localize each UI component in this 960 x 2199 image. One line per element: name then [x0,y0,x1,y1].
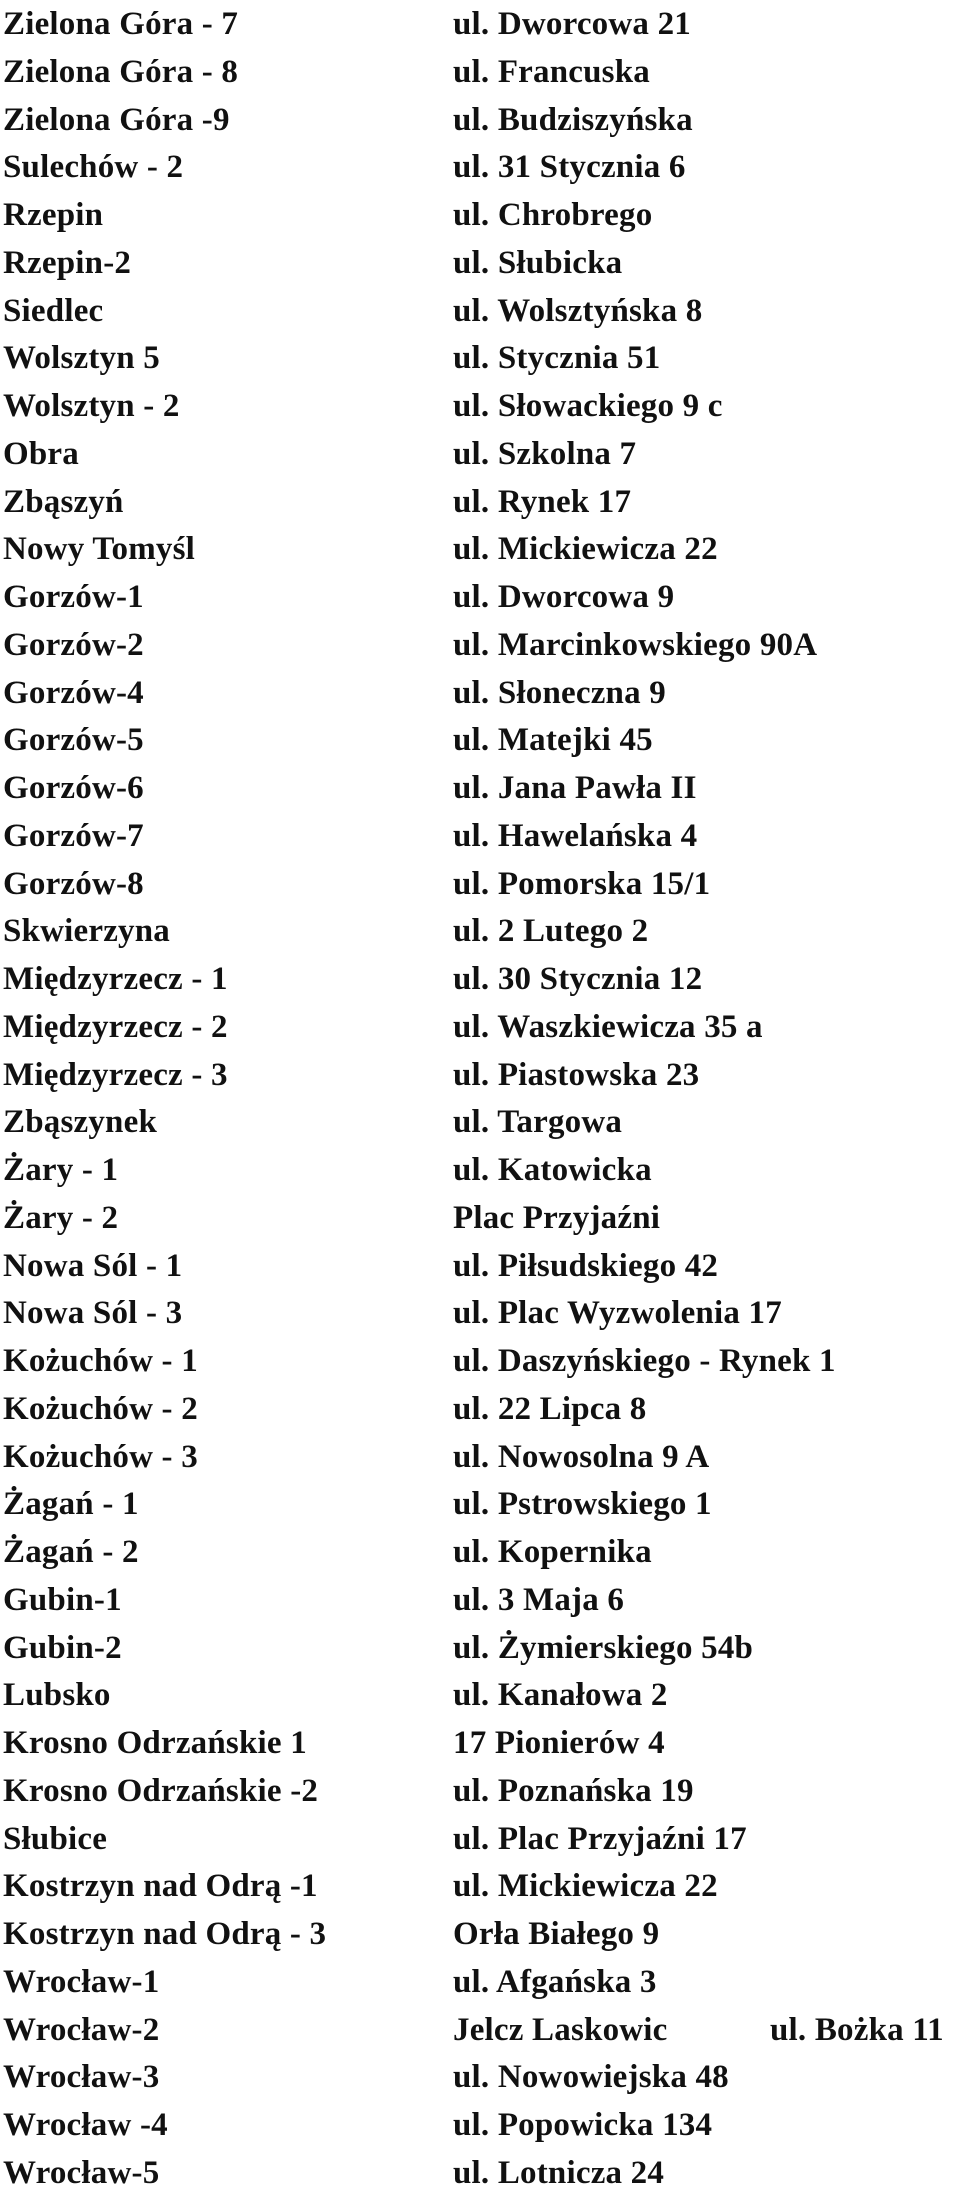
list-item [0,1528,960,1576]
location-name: Gorzów-5 [3,722,144,759]
location-address: ul. Wolsztyńska 8 [453,292,703,329]
location-address: ul. Żymierskiego 54b [453,1629,754,1666]
list-item [0,1671,960,1719]
location-name: Gubin-2 [3,1629,122,1666]
location-name: Słubice [3,1820,108,1857]
location-name: Kożuchów - 3 [3,1438,198,1475]
list-item [0,430,960,478]
location-address: ul. Chrobrego [453,197,653,233]
location-address: ul. Rynek 17 [453,483,632,520]
location-name: Żagań - 1 [3,1486,139,1523]
location-address: ul. Jana Pawła II [453,770,697,806]
location-address: ul. 30 Stycznia 12 [453,961,703,997]
location-address: ul. Daszyńskiego - Rynek 1 [453,1343,836,1379]
location-name: Zielona Góra - 8 [3,53,239,90]
list-item [0,143,960,191]
location-address: 17 Pionierów 4 [453,1725,665,1761]
location-name: Lubsko [3,1677,111,1714]
list-item [0,1003,960,1051]
location-name: Żary - 2 [3,1199,119,1236]
location-address: ul. Kanałowa 2 [453,1677,668,1714]
location-address: ul. Pomorska 15/1 [453,865,711,902]
list-item [0,2149,960,2197]
list-item [0,48,960,96]
list-item [0,907,960,955]
list-item [0,382,960,430]
location-address-extra: ul. Bożka 11 [770,2011,944,2048]
location-address: ul. Dworcowa 9 [453,579,675,615]
list-item [0,716,960,764]
list-item [0,1289,960,1337]
location-address: ul. Plac Przyjaźni 17 [453,1820,747,1857]
location-name: Wolsztyn - 2 [3,388,180,424]
location-address: ul. Matejki 45 [453,722,653,759]
location-name: Wrocław -4 [3,2107,168,2143]
location-address: ul. Piłsudskiego 42 [453,1247,719,1284]
location-address: ul. 2 Lutego 2 [453,913,649,950]
location-name: Gorzów-2 [3,626,144,663]
location-address: ul. Stycznia 51 [453,340,661,377]
list-item [0,1862,960,1910]
location-address: ul. Dworcowa 21 [453,6,691,42]
location-name: Zbąszynek [3,1104,158,1141]
location-name: Gorzów-8 [3,865,144,902]
location-address: ul. Nowosolna 9 A [453,1438,710,1475]
location-name: Sulechów - 2 [3,149,184,186]
list-item [0,1098,960,1146]
list-item [0,1385,960,1433]
location-name: Międzyrzecz - 2 [3,1008,228,1045]
list-item [0,669,960,717]
location-address: ul. Szkolna 7 [453,435,637,472]
location-name: Kożuchów - 1 [3,1343,198,1379]
location-name: Gubin-1 [3,1581,122,1618]
location-address: ul. Mickiewicza 22 [453,531,718,568]
location-address: ul. Słowackiego 9 c [453,388,723,424]
location-name: Kożuchów - 2 [3,1390,198,1427]
location-name: Rzepin-2 [3,244,132,281]
location-address: ul. Popowicka 134 [453,2107,713,2143]
list-item [0,955,960,1003]
list-item [0,334,960,382]
location-name: Kostrzyn nad Odrą - 3 [3,1916,327,1952]
location-name: Żagań - 2 [3,1534,139,1570]
location-name: Zielona Góra -9 [3,101,230,138]
location-address: ul. Poznańska 19 [453,1772,694,1809]
location-name: Międzyrzecz - 3 [3,1056,228,1093]
list-item [0,478,960,526]
list-item [0,0,960,48]
list-item [0,1576,960,1624]
list-item [0,573,960,621]
location-name: Wrocław-5 [3,2154,160,2191]
location-address: ul. 22 Lipca 8 [453,1390,647,1427]
location-address: ul. Mickiewicza 22 [453,1868,718,1905]
location-name: Wrocław-2 [3,2011,160,2048]
location-address: Plac Przyjaźni [453,1199,661,1236]
list-item [0,1433,960,1481]
list-item [0,2053,960,2101]
location-name: Krosno Odrzańskie 1 [3,1725,307,1761]
location-name: Siedlec [3,292,104,329]
list-item [0,287,960,335]
location-address: ul. 3 Maja 6 [453,1581,625,1618]
list-item [0,239,960,287]
list-item [0,1242,960,1290]
location-address: ul. Francuska [453,53,650,90]
location-name: Skwierzyna [3,913,170,950]
location-name: Międzyrzecz - 1 [3,961,228,997]
location-name: Gorzów-7 [3,817,144,854]
location-name: Nowa Sól - 1 [3,1247,183,1284]
location-address: ul. Targowa [453,1104,623,1141]
list-item [0,2006,960,2054]
location-name: Nowy Tomyśl [3,531,195,568]
location-address: ul. Lotnicza 24 [453,2154,665,2191]
list-item [0,191,960,239]
location-address: ul. Waszkiewicza 35 a [453,1008,763,1045]
location-address: ul. Pstrowskiego 1 [453,1486,712,1523]
location-address: ul. Marcinkowskiego 90A [453,626,818,663]
location-name: Wolsztyn 5 [3,340,160,377]
location-address: ul. Słoneczna 9 [453,674,666,711]
list-item [0,525,960,573]
location-address: ul. Budziszyńska [453,101,693,138]
location-address: ul. Kopernika [453,1534,652,1570]
location-address: ul. Plac Wyzwolenia 17 [453,1295,782,1332]
location-address: ul. 31 Stycznia 6 [453,149,686,186]
list-item [0,1767,960,1815]
list-item [0,2101,960,2149]
list-item [0,1815,960,1863]
list-item [0,1146,960,1194]
list-item [0,1624,960,1672]
list-item [0,621,960,669]
location-address: ul. Słubicka [453,244,623,281]
location-name: Krosno Odrzańskie -2 [3,1772,319,1809]
location-name: Obra [3,435,79,472]
location-address: Orła Białego 9 [453,1916,660,1952]
list-item [0,764,960,812]
list-item [0,1051,960,1099]
location-name: Zielona Góra - 7 [3,6,239,42]
list-item [0,1194,960,1242]
location-name: Gorzów-1 [3,579,144,615]
list-item [0,1910,960,1958]
location-address: ul. Afgańska 3 [453,1963,657,2000]
location-name: Wrocław-1 [3,1963,160,2000]
location-address: Jelcz Laskowic [453,2011,668,2048]
location-name: Zbąszyń [3,483,124,520]
location-name: Gorzów-4 [3,674,144,711]
list-item [0,860,960,908]
location-address: ul. Katowicka [453,1152,652,1188]
list-item [0,96,960,144]
location-name: Żary - 1 [3,1152,119,1188]
list-item [0,1480,960,1528]
location-address: ul. Nowowiejska 48 [453,2059,729,2096]
location-address: ul. Hawelańska 4 [453,817,698,854]
list-item [0,812,960,860]
location-name: Rzepin [3,197,104,233]
location-name: Gorzów-6 [3,770,144,806]
list-item [0,1337,960,1385]
location-name: Wrocław-3 [3,2059,160,2096]
list-item [0,1719,960,1767]
location-name: Kostrzyn nad Odrą -1 [3,1868,318,1905]
list-item [0,1958,960,2006]
location-address: ul. Piastowska 23 [453,1056,700,1093]
location-name: Nowa Sól - 3 [3,1295,183,1332]
